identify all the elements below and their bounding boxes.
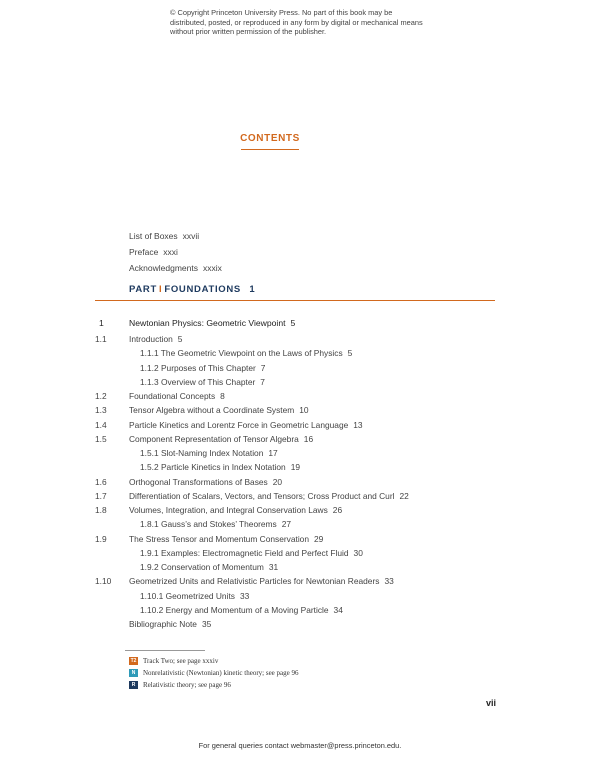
toc-entry[interactable] [0, 403, 600, 417]
legend [129, 655, 299, 691]
track-badge-icon: N [129, 669, 138, 677]
front-matter-page: xxxix [202, 263, 222, 273]
toc-title: Orthogonal Transformations of Bases [129, 476, 268, 487]
toc-entry[interactable] [0, 574, 600, 588]
part-divider [95, 300, 495, 301]
toc-entry[interactable] [0, 489, 600, 503]
toc-entry[interactable] [0, 361, 600, 375]
front-matter-label: List of Boxes [129, 231, 178, 241]
toc-title: 1.1.1 The Geometric Viewpoint on the Laws of Physics [140, 348, 343, 359]
toc-number: 1.4 [95, 419, 107, 430]
toc-entry[interactable] [0, 375, 600, 389]
front-matter-item[interactable] [129, 228, 222, 244]
toc-number: 1.7 [95, 490, 107, 501]
copyright-notice: © Copyright Princeton University Press. No part of this book may be distributed, posted, or reproduced in any form by digital or mechanical means without prior written permission of the publisher. [170, 8, 423, 36]
toc-page: 5 [347, 348, 353, 359]
toc-page: 16 [303, 433, 314, 444]
front-matter-item[interactable] [129, 244, 222, 260]
toc-entry[interactable] [0, 432, 600, 446]
toc-chapter[interactable] [0, 314, 600, 332]
toc-page: 33 [239, 590, 250, 601]
toc-page: 7 [260, 376, 265, 387]
legend-item [129, 667, 299, 679]
toc-text [129, 503, 342, 517]
toc-text [140, 460, 300, 474]
toc-title: Component Representation of Tensor Algebra [129, 433, 299, 444]
toc-page: 34 [333, 604, 343, 615]
toc-page: 27 [281, 519, 292, 530]
toc-page: 29 [314, 533, 324, 544]
toc-title: Foundational Concepts [129, 391, 216, 401]
toc-entry[interactable] [0, 589, 600, 603]
toc-title: 1.8.1 Gauss’s and Stokes’ Theorems [140, 519, 277, 530]
toc-title: Newtonian Physics: Geometric Viewpoint [129, 318, 286, 328]
toc-text [140, 361, 265, 375]
toc-title: Introduction [129, 334, 173, 344]
footer-contact: For general queries contact webmaster@press.princeton.edu. [198, 741, 402, 750]
part-heading[interactable] [129, 284, 255, 295]
toc-number: 1.2 [95, 391, 107, 401]
legend-text: Relativistic theory; see page 96 [143, 681, 231, 689]
toc-entry[interactable] [0, 460, 600, 474]
toc-entry[interactable] [0, 389, 600, 403]
part-page: 1 [249, 284, 256, 295]
toc-text [129, 617, 211, 631]
part-prefix: PART [129, 284, 157, 295]
toc-title: Differentiation of Scalars, Vectors, and Tensors; Cross Product and Curl [129, 490, 395, 501]
toc-number: 1.1 [95, 334, 107, 344]
toc-page: 5 [290, 318, 296, 328]
toc-text [129, 418, 363, 432]
toc-title: 1.9.1 Examples: Electromagnetic Field and Perfect Fluid [140, 547, 349, 558]
toc-text [140, 560, 278, 574]
toc-number: 1.6 [95, 476, 107, 487]
toc-text [140, 346, 352, 360]
toc-page: 31 [268, 562, 279, 572]
legend-item [129, 679, 299, 691]
toc-page: 35 [201, 619, 212, 629]
toc-text [129, 314, 295, 332]
toc-page: 22 [399, 490, 409, 501]
front-matter-page: xxxi [163, 247, 178, 257]
toc-entry[interactable] [0, 503, 600, 517]
toc-entry[interactable] [0, 332, 600, 346]
toc-entry[interactable] [0, 475, 600, 489]
toc-title: The Stress Tensor and Momentum Conservation [129, 533, 309, 544]
toc-text [140, 517, 291, 531]
toc-title: 1.5.1 Slot-Naming Index Notation [140, 448, 264, 458]
toc-text [129, 332, 182, 346]
toc-number: 1.9 [95, 533, 107, 544]
legend-item [129, 655, 299, 667]
toc-page: 19 [290, 462, 301, 473]
toc-entry[interactable] [0, 603, 600, 617]
toc-text [129, 432, 313, 446]
contents-title: CONTENTS [240, 133, 300, 144]
toc-text [140, 446, 278, 460]
toc-number: 1.8 [95, 505, 107, 515]
toc-title: 1.10.2 Energy and Momentum of a Moving Particle [140, 604, 329, 615]
toc-title: 1.1.2 Purposes of This Chapter [140, 362, 256, 373]
title-underline [241, 149, 299, 150]
toc-title: Bibliographic Note [129, 619, 197, 629]
toc-title: 1.9.2 Conservation of Momentum [140, 562, 264, 572]
toc-page: 33 [384, 576, 394, 587]
toc-entry[interactable] [0, 546, 600, 560]
part-title: FOUNDATIONS [164, 284, 241, 295]
toc-text [129, 403, 309, 417]
front-matter-page: xxvii [182, 231, 200, 241]
toc-title: Tensor Algebra without a Coordinate System [129, 405, 295, 416]
toc-list [0, 314, 600, 631]
legend-divider [125, 650, 205, 651]
toc-entry[interactable] [0, 446, 600, 460]
legend-text: Nonrelativistic (Newtonian) kinetic theory; see page 96 [143, 669, 299, 677]
toc-entry[interactable] [0, 517, 600, 531]
toc-text [129, 389, 225, 403]
front-matter-label: Acknowledgments [129, 263, 198, 273]
toc-text [140, 589, 249, 603]
toc-page: 17 [268, 448, 278, 458]
toc-page: 7 [260, 362, 266, 373]
track-badge-icon: R [129, 681, 138, 689]
toc-page: 10 [299, 405, 309, 416]
toc-title: Geometrized Units and Relativistic Particles for Newtonian Readers [129, 576, 380, 587]
toc-title: 1.10.1 Geometrized Units [140, 590, 235, 601]
track-badge-icon: T2 [130, 658, 137, 664]
toc-page: 8 [220, 391, 225, 401]
toc-title: Volumes, Integration, and Integral Conservation Laws [129, 505, 328, 515]
toc-text [129, 475, 282, 489]
toc-number: 1.10 [95, 576, 112, 587]
toc-page: 20 [272, 476, 283, 487]
toc-page: 5 [177, 334, 183, 344]
toc-entry[interactable] [0, 617, 600, 631]
toc-entry[interactable] [0, 418, 600, 432]
toc-entry[interactable] [0, 560, 600, 574]
toc-page: 30 [353, 547, 363, 558]
page-number: vii [485, 698, 496, 708]
toc-title: 1.1.3 Overview of This Chapter [140, 376, 256, 387]
toc-text [140, 375, 265, 389]
front-matter-list [129, 228, 222, 276]
toc-page: 26 [332, 505, 343, 515]
toc-number: 1.5 [95, 433, 107, 444]
toc-text [140, 603, 343, 617]
toc-title: 1.5.2 Particle Kinetics in Index Notation [140, 462, 286, 473]
toc-entry[interactable] [0, 532, 600, 546]
part-separator: I [158, 284, 163, 295]
front-matter-label: Preface [129, 247, 159, 257]
toc-text [140, 546, 363, 560]
toc-number: 1 [99, 318, 104, 328]
toc-title: Particle Kinetics and Lorentz Force in Geometric Language [129, 419, 349, 430]
toc-page: 13 [353, 419, 363, 430]
toc-text [129, 489, 409, 503]
toc-number: 1.3 [95, 405, 107, 416]
toc-entry[interactable] [0, 346, 600, 360]
legend-text: Track Two; see page xxxiv [143, 657, 219, 665]
toc-text [129, 574, 394, 588]
front-matter-item[interactable] [129, 260, 222, 276]
toc-text [129, 532, 323, 546]
